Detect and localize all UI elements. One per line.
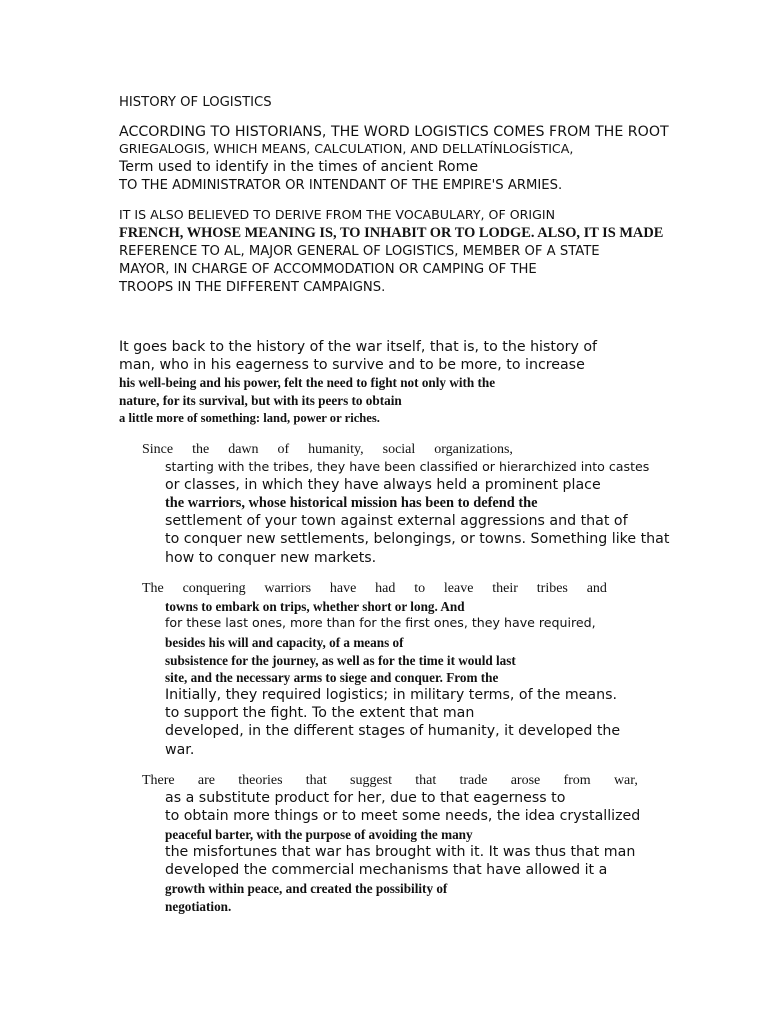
word: war, — [613, 773, 638, 788]
document-title: HISTORY OF LOGISTICS — [119, 95, 272, 110]
word: their — [492, 581, 518, 596]
word: from — [563, 773, 591, 788]
word: and — [586, 581, 607, 596]
word: that — [415, 773, 437, 788]
word: to — [414, 581, 426, 596]
para1-line: ACCORDING TO HISTORIANS, THE WORD LOGISTICS COMES FROM THE ROOT — [119, 124, 669, 140]
word: that — [305, 773, 327, 788]
para6-line: negotiation. — [165, 899, 232, 914]
para2-line: TROOPS IN THE DIFFERENT CAMPAIGNS. — [119, 280, 386, 295]
para5-line: subsistence for the journey, as well as for the time it would last — [165, 653, 516, 668]
para4-line: settlement of your town against external aggressions and that of — [165, 513, 628, 529]
para4-line: or classes, in which they have always held a prominent place — [165, 477, 601, 493]
para3-line: his well-being and his power, felt the need to fight not only with the — [119, 375, 496, 390]
word: conquering — [182, 581, 246, 596]
para5-line: developed, in the different stages of humanity, it developed the — [165, 723, 621, 739]
para5-line: for these last ones, more than for the first ones, they have required, — [165, 615, 596, 630]
para3-line: a little more of something: land, power or riches. — [119, 411, 380, 425]
word: have — [329, 581, 357, 596]
para2-line: REFERENCE TO AL, MAJOR GENERAL OF LOGISTICS, MEMBER OF A STATE — [119, 244, 600, 259]
word: The — [142, 581, 164, 596]
word: dawn — [228, 442, 259, 457]
para4-line: how to conquer new markets. — [165, 550, 377, 566]
para6-line: the misfortunes that war has brought with it. It was thus that man — [165, 844, 636, 860]
para5-line: to support the fight. To the extent that man — [165, 705, 475, 721]
word: suggest — [350, 773, 393, 788]
word: social — [382, 442, 416, 457]
para6-line: peaceful barter, with the purpose of avoiding the many — [165, 827, 473, 842]
para5-line: Initially, they required logistics; in military terms, of the means. — [165, 687, 618, 703]
word: tribes — [536, 581, 568, 596]
word: of — [277, 442, 290, 457]
para3-line: nature, for its survival, but with its peers to obtain — [119, 393, 402, 408]
para5-first-line — [142, 582, 607, 596]
para4-line: the warriors, whose historical mission has been to defend the — [165, 495, 538, 511]
word: leave — [443, 581, 474, 596]
word: theories — [238, 773, 283, 788]
para6-line: developed the commercial mechanisms that have allowed it a — [165, 862, 608, 878]
para6-line: as a substitute product for her, due to that eagerness to — [165, 790, 566, 806]
para3-line: It goes back to the history of the war itself, that is, to the history of — [119, 339, 598, 355]
para6-line: growth within peace, and created the possibility of — [165, 881, 448, 896]
word: humanity, — [308, 442, 364, 457]
para4-line: starting with the tribes, they have been classified or hierarchized into castes — [165, 459, 650, 474]
para1-line: GRIEGALOGIS, WHICH MEANS, CALCULATION, AND DELLATÍNLOGÍSTICA, — [119, 141, 574, 156]
word: arose — [510, 773, 541, 788]
para6-first-line — [142, 774, 638, 788]
para5-line: site, and the necessary arms to siege and conquer. From the — [165, 670, 499, 685]
word: warriors — [264, 581, 312, 596]
para1-line: Term used to identify in the times of ancient Rome — [119, 159, 479, 175]
word: had — [375, 581, 396, 596]
para1-line: TO THE ADMINISTRATOR OR INTENDANT OF THE EMPIRE'S ARMIES. — [119, 178, 563, 193]
para5-line: war. — [165, 742, 195, 758]
para2-line: FRENCH, WHOSE MEANING IS, TO INHABIT OR TO LODGE. ALSO, IT IS MADE — [119, 225, 664, 241]
para5-line: towns to embark on trips, whether short or long. And — [165, 599, 465, 614]
para2-line: IT IS ALSO BELIEVED TO DERIVE FROM THE VOCABULARY, OF ORIGIN — [119, 207, 555, 222]
para5-line: besides his will and capacity, of a means of — [165, 635, 404, 650]
para4-line: to conquer new settlements, belongings, or towns. Something like that — [165, 531, 670, 547]
para2-line: MAYOR, IN CHARGE OF ACCOMMODATION OR CAMPING OF THE — [119, 262, 537, 277]
word: are — [197, 773, 215, 788]
word: trade — [459, 773, 488, 788]
word: There — [142, 773, 175, 788]
para3-line: man, who in his eagerness to survive and to be more, to increase — [119, 357, 585, 373]
para4-first-line — [142, 443, 513, 457]
para6-line: to obtain more things or to meet some needs, the idea crystallized — [165, 808, 641, 824]
word: Since — [142, 442, 174, 457]
word: the — [192, 442, 210, 457]
word: organizations, — [434, 442, 513, 457]
